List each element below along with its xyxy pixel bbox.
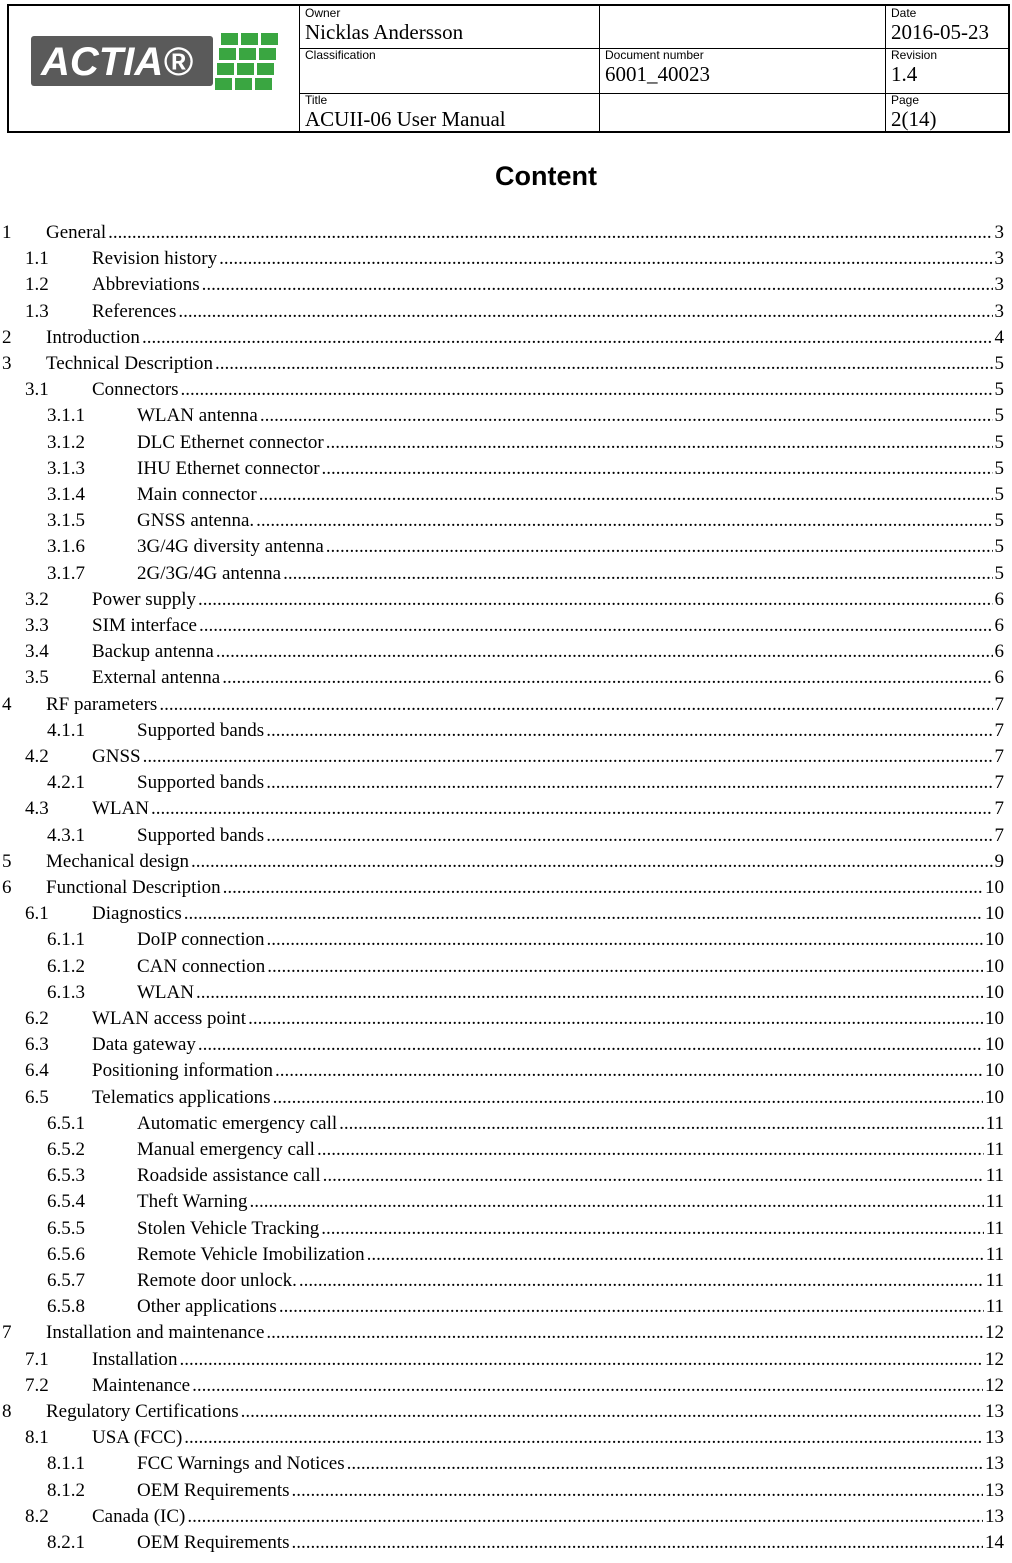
toc-entry[interactable] [25, 272, 1004, 298]
toc-entry[interactable] [25, 1058, 1004, 1084]
toc-entry[interactable] [25, 587, 1004, 613]
toc-entry-page: 13 [985, 1453, 1004, 1475]
toc-entry-number: 4.3 [25, 798, 49, 820]
toc-entry-number: 6.5.6 [47, 1243, 85, 1265]
toc-entry-title: DoIP connection [137, 929, 265, 951]
toc-entry-title: 3G/4G diversity antenna [137, 536, 324, 558]
toc-entry-number: 8.1.2 [47, 1479, 85, 1501]
toc-entry[interactable] [47, 770, 1004, 796]
page-cell [885, 93, 1008, 131]
toc-entry-page: 10 [985, 903, 1004, 925]
toc-leader-dots [159, 692, 992, 718]
actia-logo [31, 31, 281, 93]
toc-entry-title: Data gateway [92, 1034, 196, 1056]
toc-leader-dots [248, 1006, 983, 1032]
toc-leader-dots [198, 1032, 983, 1058]
toc-entry-title: Introduction [46, 326, 140, 348]
toc-entry-number: 3.3 [25, 615, 49, 636]
toc-entry-page: 7 [994, 798, 1004, 820]
toc-entry-page: 7 [994, 719, 1004, 741]
toc-entry[interactable] [47, 430, 1004, 456]
toc-entry-page: 13 [985, 1427, 1004, 1449]
document-header [7, 4, 1010, 133]
toc-entry-page: 7 [994, 693, 1004, 715]
toc-entry[interactable] [25, 1373, 1004, 1399]
toc-entry-number: 3.2 [25, 588, 49, 610]
toc-leader-dots [199, 613, 993, 639]
toc-entry-title: DLC Ethernet connector [137, 431, 324, 453]
toc-leader-dots [250, 1189, 984, 1215]
toc-entry[interactable] [47, 456, 1004, 482]
toc-entry-number: 3.1.7 [47, 562, 85, 584]
date-label: Date [891, 6, 917, 20]
toc-entry-number: 7.1 [25, 1348, 49, 1370]
toc-entry-title: Theft Warning [137, 1191, 248, 1213]
toc-entry-title: Maintenance [92, 1374, 191, 1396]
toc-entry[interactable] [2, 325, 1004, 351]
toc-entry-number: 6.5.4 [47, 1191, 85, 1213]
toc-leader-dots [256, 508, 992, 534]
toc-entry[interactable] [47, 1294, 1004, 1320]
toc-leader-dots [215, 351, 993, 377]
toc-entry-number: 4.2 [25, 746, 49, 767]
toc-leader-dots [184, 901, 983, 927]
toc-entry[interactable] [2, 351, 1004, 377]
toc-entry[interactable] [2, 875, 1004, 901]
toc-entry-number: 3.1.5 [47, 510, 85, 532]
toc-entry-number: 6.5.3 [47, 1165, 85, 1187]
toc-entry-number: 6.5.8 [47, 1296, 85, 1318]
toc-entry[interactable] [2, 220, 1004, 246]
toc-entry-page: 3 [994, 248, 1004, 270]
toc-entry-number: 3.4 [25, 641, 49, 663]
date-cell [885, 6, 1008, 48]
toc-entry-title: Revision history [92, 248, 218, 270]
revision-value: 1.4 [891, 62, 918, 86]
toc-entry-page: 9 [994, 850, 1004, 872]
toc-entry-number: 7.2 [25, 1374, 49, 1396]
toc-entry[interactable] [47, 1451, 1004, 1477]
classification-label: Classification [305, 48, 376, 62]
toc-entry[interactable] [25, 246, 1004, 272]
toc-entry-page: 10 [985, 981, 1004, 1003]
toc-entry[interactable] [47, 954, 1004, 980]
toc-entry-title: 2G/3G/4G antenna [137, 562, 282, 584]
toc-entry-page: 11 [985, 1112, 1004, 1134]
toc-leader-dots [266, 718, 992, 744]
date-value: 2016-05-23 [891, 20, 989, 44]
toc-entry-title: Functional Description [46, 877, 221, 898]
toc-leader-dots [222, 665, 992, 691]
toc-entry[interactable] [47, 403, 1004, 429]
revision-label: Revision [891, 48, 938, 62]
toc-leader-dots [292, 1530, 983, 1556]
toc-entry-title: External antenna [92, 667, 221, 689]
toc-entry-title: Manual emergency call [137, 1139, 315, 1160]
toc-leader-dots [326, 430, 993, 456]
toc-entry-title: Installation and maintenance [46, 1322, 265, 1344]
toc-entry-page: 5 [994, 405, 1004, 427]
docnum-value: 6001_40023 [605, 62, 710, 86]
toc-entry-title: Roadside assistance call [137, 1165, 321, 1187]
toc-entry-number: 3.1.6 [47, 536, 85, 558]
toc-entry-title: Other applications [137, 1296, 277, 1318]
toc-entry-title: WLAN access point [92, 1008, 247, 1029]
toc-entry-title: Positioning information [92, 1060, 274, 1082]
toc-leader-dots [322, 456, 993, 482]
toc-entry-title: WLAN antenna [137, 405, 258, 427]
toc-entry-page: 14 [985, 1532, 1004, 1553]
toc-entry[interactable] [47, 1530, 1004, 1556]
toc-entry-title: USA (FCC) [92, 1427, 183, 1449]
toc-leader-dots [273, 1085, 983, 1111]
toc-entry[interactable] [25, 665, 1004, 691]
toc-leader-dots [219, 246, 992, 272]
toc-entry-page: 11 [985, 1191, 1004, 1213]
toc-entry[interactable] [47, 823, 1004, 849]
toc-entry-page: 13 [985, 1401, 1004, 1422]
toc-leader-dots [367, 1242, 984, 1268]
toc-entry[interactable] [47, 561, 1004, 587]
toc-leader-dots [179, 1347, 983, 1373]
toc-entry-title: RF parameters [46, 693, 158, 715]
toc-entry[interactable] [47, 508, 1004, 534]
toc-entry-page: 5 [994, 536, 1004, 558]
toc-entry[interactable] [47, 1268, 1004, 1294]
toc-entry[interactable] [47, 927, 1004, 953]
toc-entry-page: 10 [985, 955, 1004, 977]
toc-entry-number: 6.1 [25, 903, 49, 925]
toc-entry-number: 1 [2, 222, 12, 243]
toc-entry-number: 5 [2, 850, 12, 872]
toc-leader-dots [187, 1504, 983, 1530]
toc-leader-dots [191, 849, 993, 875]
toc-entry-page: 12 [985, 1322, 1004, 1344]
content-title: Content [495, 161, 597, 191]
toc-entry-number: 3.1.4 [47, 484, 85, 505]
toc-entry-number: 6.4 [25, 1060, 49, 1082]
toc-entry[interactable] [25, 1425, 1004, 1451]
toc-leader-dots [321, 1216, 983, 1242]
toc-entry-number: 1.3 [25, 300, 49, 322]
toc-entry-number: 6.5 [25, 1086, 49, 1108]
toc-leader-dots [266, 823, 992, 849]
toc-entry-title: OEM Requirements [137, 1532, 290, 1553]
toc-entry[interactable] [25, 299, 1004, 325]
toc-entry-number: 6 [2, 877, 12, 898]
toc-leader-dots [260, 403, 993, 429]
toc-entry-number: 2 [2, 326, 12, 348]
toc-entry-title: Power supply [92, 588, 196, 610]
toc-entry-number: 3.5 [25, 667, 49, 689]
toc-entry[interactable] [47, 482, 1004, 508]
toc-leader-dots [178, 299, 992, 325]
toc-entry-number: 3.1.2 [47, 431, 85, 453]
toc-entry-number: 1.1 [25, 248, 49, 270]
toc-leader-dots [181, 377, 993, 403]
toc-entry[interactable] [25, 744, 1004, 770]
toc-leader-dots [241, 1399, 983, 1425]
toc-entry-page: 7 [994, 746, 1004, 767]
toc-entry-title: Mechanical design [46, 850, 189, 872]
toc-entry-page: 6 [994, 588, 1004, 610]
toc-entry[interactable] [25, 1347, 1004, 1373]
toc-entry[interactable] [47, 1478, 1004, 1504]
toc-leader-dots [223, 875, 983, 901]
toc-entry-number: 8.2.1 [47, 1532, 85, 1553]
toc-entry[interactable] [25, 1504, 1004, 1530]
toc-leader-dots [192, 1373, 983, 1399]
toc-entry-number: 4.3.1 [47, 824, 85, 846]
toc-leader-dots [266, 1320, 983, 1346]
toc-entry-page: 10 [985, 929, 1004, 951]
toc-entry-number: 8 [2, 1401, 12, 1422]
toc-entry-page: 7 [994, 824, 1004, 846]
toc-leader-dots [283, 561, 992, 587]
toc-entry-page: 5 [994, 353, 1004, 374]
owner-value: Nicklas Andersson [305, 20, 464, 44]
toc-entry[interactable] [47, 718, 1004, 744]
logo-text: ACTIA® [41, 40, 193, 84]
toc-entry-number: 8.1 [25, 1427, 49, 1449]
toc-leader-dots [339, 1111, 984, 1137]
classification-cell [299, 48, 599, 93]
toc-entry-number: 6.5.2 [47, 1139, 85, 1160]
toc-entry-page: 12 [985, 1374, 1004, 1396]
toc-entry-title: Backup antenna [92, 641, 214, 663]
toc-entry-title: Automatic emergency call [137, 1112, 338, 1134]
toc-entry-title: Technical Description [46, 353, 213, 374]
toc-entry[interactable] [2, 1399, 1004, 1425]
toc-entry-page: 5 [994, 562, 1004, 584]
toc-entry-page: 11 [985, 1296, 1004, 1318]
page-label: Page [891, 93, 920, 107]
toc-entry-page: 10 [985, 1086, 1004, 1108]
revision-cell [885, 48, 1008, 93]
toc-entry-page: 10 [985, 1060, 1004, 1082]
toc-leader-dots [279, 1294, 984, 1320]
toc-entry-title: Remote Vehicle Imobilization [137, 1243, 365, 1265]
toc-entry[interactable] [47, 1216, 1004, 1242]
toc-entry-title: Supported bands [137, 824, 265, 846]
toc-entry-page: 11 [985, 1165, 1004, 1187]
toc-entry-title: References [92, 300, 177, 322]
toc-entry[interactable] [2, 849, 1004, 875]
toc-entry[interactable] [47, 980, 1004, 1006]
owner-label: Owner [305, 6, 341, 20]
toc-entry[interactable] [47, 1189, 1004, 1215]
toc-entry-title: OEM Requirements [137, 1479, 290, 1501]
toc-leader-dots [202, 272, 993, 298]
toc-entry-title: General [46, 222, 107, 243]
toc-entry-title: Supported bands [137, 772, 265, 794]
toc-entry-number: 6.1.2 [47, 955, 85, 977]
toc-entry-title: Connectors [92, 379, 179, 401]
toc-entry-number: 6.1.1 [47, 929, 85, 951]
toc-leader-dots [259, 482, 993, 508]
toc-entry-page: 5 [994, 431, 1004, 453]
toc-entry[interactable] [25, 1032, 1004, 1058]
toc-entry-number: 6.2 [25, 1008, 49, 1029]
toc-entry-title: FCC Warnings and Notices [137, 1453, 345, 1475]
toc-entry-title: GNSS antenna. [137, 510, 255, 532]
toc-entry-number: 3.1.3 [47, 457, 85, 479]
toc-entry-number: 4.2.1 [47, 772, 85, 794]
toc-entry-title: Supported bands [137, 719, 265, 741]
toc-entry[interactable] [25, 1006, 1004, 1032]
toc-entry[interactable] [25, 639, 1004, 665]
toc-leader-dots [142, 325, 993, 351]
toc-entry-title: CAN connection [137, 955, 266, 977]
toc-leader-dots [184, 1425, 983, 1451]
toc-entry-number: 4.1.1 [47, 719, 85, 741]
toc-entry[interactable] [25, 377, 1004, 403]
toc-leader-dots [151, 796, 993, 822]
toc-leader-dots [267, 927, 983, 953]
toc-entry[interactable] [25, 796, 1004, 822]
toc-entry-page: 5 [994, 510, 1004, 532]
toc-leader-dots [292, 1478, 983, 1504]
toc-leader-dots [275, 1058, 983, 1084]
toc-entry-page: 7 [994, 772, 1004, 794]
toc-entry-number: 6.5.7 [47, 1270, 85, 1291]
logo-cell [9, 6, 300, 131]
toc-entry-title: GNSS [92, 746, 141, 767]
toc-entry-page: 6 [994, 615, 1004, 636]
toc-entry-page: 10 [985, 877, 1004, 898]
toc-entry-number: 7 [2, 1322, 12, 1344]
toc-leader-dots [267, 954, 983, 980]
toc-entry-number: 1.2 [25, 274, 49, 296]
toc-entry-page: 5 [994, 484, 1004, 505]
toc-entry[interactable] [25, 901, 1004, 927]
toc-entry-title: Diagnostics [92, 903, 182, 925]
toc-entry-title: Stolen Vehicle Tracking [137, 1217, 320, 1239]
toc-entry-page: 4 [994, 326, 1004, 348]
toc-entry-page: 13 [985, 1505, 1004, 1527]
toc-entry-number: 6.5.5 [47, 1217, 85, 1239]
toc-entry-page: 5 [994, 457, 1004, 479]
toc-entry-number: 4 [2, 693, 12, 715]
toc-entry[interactable] [25, 613, 1004, 639]
toc-entry-page: 3 [994, 300, 1004, 322]
toc-entry-title: WLAN [92, 798, 149, 820]
toc-entry-number: 8.2 [25, 1505, 49, 1527]
toc-entry-page: 6 [994, 641, 1004, 663]
toc-leader-dots [299, 1268, 984, 1294]
toc-entry[interactable] [47, 1242, 1004, 1268]
toc-entry-title: Telematics applications [92, 1086, 271, 1108]
toc-leader-dots [198, 587, 993, 613]
toc-entry-number: 3.1.1 [47, 405, 85, 427]
toc-leader-dots [347, 1451, 983, 1477]
toc-entry-number: 6.5.1 [47, 1112, 85, 1134]
toc-entry[interactable] [2, 1320, 1004, 1346]
toc-leader-dots [216, 639, 993, 665]
toc-leader-dots [108, 220, 992, 246]
toc-leader-dots [143, 744, 993, 770]
owner-cell [299, 6, 599, 48]
toc-entry-page: 12 [985, 1348, 1004, 1370]
toc-entry[interactable] [47, 1111, 1004, 1137]
toc-entry-page: 11 [985, 1270, 1004, 1291]
toc-entry-page: 6 [994, 667, 1004, 689]
toc-entry[interactable] [47, 534, 1004, 560]
toc-entry-number: 6.1.3 [47, 981, 85, 1003]
toc-entry-page: 11 [985, 1217, 1004, 1239]
toc-entry-page: 3 [994, 222, 1004, 243]
title-label: Title [305, 93, 328, 107]
toc-entry-title: Abbreviations [92, 274, 200, 296]
toc-leader-dots [196, 980, 983, 1006]
title-cell [299, 93, 885, 131]
toc-entry-page: 11 [985, 1139, 1004, 1160]
toc-leader-dots [323, 1163, 984, 1189]
toc-entry-title: Main connector [137, 484, 257, 505]
toc-leader-dots [317, 1137, 984, 1163]
title-value: ACUII-06 User Manual [305, 107, 506, 131]
toc-entry-title: Regulatory Certifications [46, 1401, 239, 1422]
toc-leader-dots [326, 534, 993, 560]
toc-entry-number: 8.1.1 [47, 1453, 85, 1475]
toc-entry-title: Installation [92, 1348, 178, 1370]
toc-entry-page: 10 [985, 1008, 1004, 1029]
toc-entry-number: 3 [2, 353, 12, 374]
page-value: 2(14) [891, 107, 937, 131]
toc-entry-number: 6.3 [25, 1034, 49, 1056]
toc-entry[interactable] [47, 1137, 1004, 1163]
toc-entry-page: 10 [985, 1034, 1004, 1056]
toc-entry-title: Canada (IC) [92, 1505, 186, 1527]
docnum-cell [599, 48, 885, 93]
toc-entry[interactable] [2, 692, 1004, 718]
toc-entry[interactable] [25, 1085, 1004, 1111]
toc-entry-title: Remote door unlock. [137, 1270, 297, 1291]
toc-entry-page: 11 [985, 1243, 1004, 1265]
toc-entry-title: IHU Ethernet connector [137, 457, 320, 479]
toc-entry-page: 13 [985, 1479, 1004, 1501]
toc-entry-page: 5 [994, 379, 1004, 401]
docnum-label: Document number [605, 48, 704, 62]
toc-leader-dots [266, 770, 992, 796]
toc-entry[interactable] [47, 1163, 1004, 1189]
toc-entry-title: WLAN [137, 981, 194, 1003]
toc-entry-title: SIM interface [92, 615, 197, 636]
toc-entry-number: 3.1 [25, 379, 49, 401]
toc-entry-page: 3 [994, 274, 1004, 296]
